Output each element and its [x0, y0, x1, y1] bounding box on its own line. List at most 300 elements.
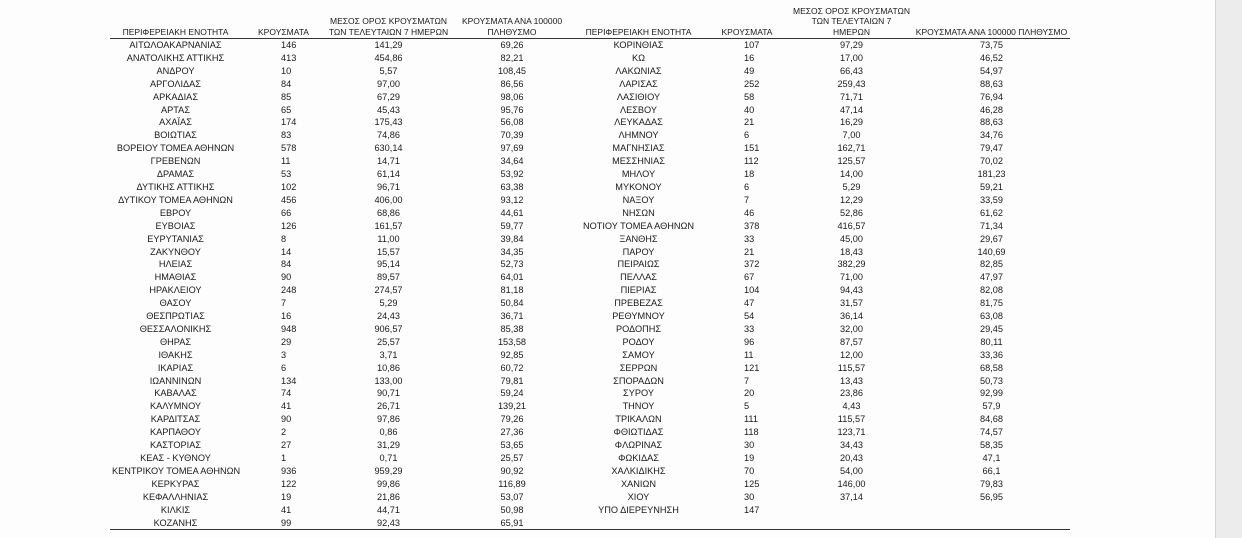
left-rate-cell: 95,76 — [500, 104, 524, 115]
right-cases-cell: 20 — [744, 388, 755, 399]
left-rate-cell: 52,73 — [500, 259, 524, 270]
left-rate-cell: 64,01 — [500, 272, 524, 283]
left-cases-cell: 41 — [281, 504, 292, 515]
left-avg-cell: 61,14 — [377, 169, 400, 180]
left-region-cell: ΑΡΚΑΔΙΑΣ — [152, 91, 198, 102]
left-rate-cell: 97,69 — [500, 143, 524, 154]
right-cases-cell: 11 — [744, 349, 754, 360]
left-avg-cell: 97,86 — [377, 414, 400, 425]
right-cases-cell: 125 — [744, 478, 760, 489]
table-row — [110, 387, 1070, 400]
right-cases-cell: 372 — [744, 259, 760, 270]
left-rate-cell: 63,38 — [500, 181, 524, 192]
right-avg-cell: 71,00 — [840, 272, 863, 283]
table-row — [110, 271, 1070, 284]
right-cases-cell: 70 — [744, 465, 755, 476]
left-cases-cell: 29 — [281, 336, 292, 347]
left-cases-cell: 122 — [281, 478, 297, 489]
right-cases-cell: 40 — [744, 104, 755, 115]
right-avg-cell: 125,57 — [837, 156, 866, 167]
right-region-cell: ΝΑΞΟΥ — [622, 194, 655, 205]
cases-table-wrapper — [110, 0, 1070, 530]
left-cases-cell: 90 — [281, 272, 292, 283]
left-rate-cell: 98,06 — [500, 91, 524, 102]
left-avg-cell: 630,14 — [374, 143, 403, 154]
right-rate-cell: 88,63 — [980, 78, 1003, 89]
right-region-cell: ΜΗΛΟΥ — [621, 169, 656, 180]
left-cases-cell: 83 — [281, 130, 292, 141]
right-rate-cell: 88,63 — [980, 117, 1003, 128]
left-rate-cell: 60,72 — [500, 362, 524, 373]
right-rate-cell: 58,35 — [980, 440, 1003, 451]
right-cases-cell: 21 — [744, 117, 755, 128]
left-region-cell: ΗΡΑΚΛΕΙΟΥ — [149, 285, 202, 296]
left-cases-cell: 1 — [281, 453, 287, 463]
right-avg-cell: 52,86 — [840, 207, 863, 218]
left-rate-cell: 116,89 — [498, 478, 526, 489]
right-rate-cell: 34,76 — [980, 130, 1003, 141]
right-cases-cell: 33 — [744, 323, 755, 334]
right-avg-cell: 31,57 — [840, 298, 863, 309]
left-region-cell: ΚΑΒΑΛΑΣ — [154, 388, 197, 399]
right-rate-cell: 71,34 — [980, 220, 1003, 231]
left-rate-cell: 79,26 — [500, 414, 524, 425]
left-rate-cell: 70,39 — [500, 130, 524, 141]
right-cases-cell: 33 — [744, 233, 755, 244]
right-avg-cell: 123,71 — [837, 427, 866, 438]
right-region-cell: ΦΩΚΙΔΑΣ — [618, 453, 659, 463]
right-avg-cell: 259,43 — [837, 78, 866, 89]
left-cases-cell: 134 — [281, 375, 297, 386]
left-cases-cell: 84 — [281, 259, 292, 270]
left-region-cell: ΗΛΕΙΑΣ — [158, 259, 193, 270]
right-avg-cell: 47,14 — [840, 104, 863, 115]
right-cases-cell: 111 — [744, 414, 758, 425]
right-region-cell: ΧΑΝΙΩΝ — [621, 478, 656, 489]
right-region-cell: ΣΥΡΟΥ — [623, 388, 654, 399]
left-avg-cell: 90,71 — [377, 388, 400, 399]
right-avg-cell: 32,00 — [840, 323, 863, 334]
left-cases-cell: 10 — [281, 65, 292, 76]
right-rate-cell: 74,57 — [980, 427, 1003, 438]
right-rate-cell: 33,36 — [980, 349, 1003, 360]
right-rate-cell: 92,99 — [980, 388, 1003, 399]
header-cases-left: ΚΡΟΥΣΜΑΤΑ — [241, 0, 326, 39]
left-region-cell: ΖΑΚΥΝΘΟΥ — [150, 246, 201, 257]
right-rate-cell: 181,23 — [977, 169, 1006, 180]
left-rate-cell: 59,77 — [500, 220, 524, 231]
table-row — [110, 258, 1070, 271]
left-rate-cell: 65,91 — [451, 517, 573, 530]
right-avg-cell: 97,29 — [840, 40, 863, 50]
left-avg-cell: 67,29 — [377, 91, 400, 102]
left-region-cell: ΑΝΑΤΟΛΙΚΗΣ ΑΤΤΙΚΗΣ — [126, 52, 225, 63]
right-rate-cell: 61,62 — [980, 207, 1003, 218]
table-row — [110, 413, 1070, 426]
left-avg-cell: 11,00 — [377, 233, 400, 244]
left-cases-cell: 90 — [281, 414, 292, 425]
right-avg-cell: 17,00 — [840, 52, 863, 63]
right-cases-cell: 54 — [744, 311, 755, 322]
left-region-cell: ΚΕΦΑΛΛΗΝΙΑΣ — [142, 491, 209, 502]
right-cases-cell: 96 — [744, 336, 755, 347]
table-row — [110, 439, 1070, 452]
left-cases-cell: 66 — [281, 207, 292, 218]
left-cases-cell: 53 — [281, 169, 292, 180]
left-region-cell: ΘΕΣΣΑΛΟΝΙΚΗΣ — [139, 323, 212, 334]
right-avg-cell: 382,29 — [837, 259, 866, 270]
table-row — [110, 39, 1070, 52]
table-row — [110, 233, 1070, 246]
right-cases-cell: 30 — [744, 440, 755, 451]
left-region-cell: ΘΑΣΟΥ — [159, 298, 192, 309]
left-avg-cell: 5,29 — [379, 298, 398, 309]
right-rate-cell: 76,94 — [980, 91, 1003, 102]
right-region-cell: ΧΑΛΚΙΔΙΚΗΣ — [611, 465, 666, 476]
left-rate-cell: 90,92 — [500, 465, 524, 476]
left-avg-cell: 68,86 — [377, 207, 400, 218]
right-avg-cell: 34,43 — [840, 440, 863, 451]
left-region-cell: ΚΕΑΣ - ΚΥΘΝΟΥ — [140, 453, 211, 463]
right-rate-cell: 63,08 — [980, 311, 1003, 322]
left-region-cell: ΔΥΤΙΚΗΣ ΑΤΤΙΚΗΣ — [136, 181, 215, 192]
left-avg-cell: 97,00 — [377, 78, 400, 89]
left-rate-cell: 85,38 — [500, 323, 524, 334]
right-rate-cell: 59,21 — [980, 181, 1003, 192]
right-avg-cell: 5,29 — [842, 181, 861, 192]
left-avg-cell: 31,29 — [377, 440, 400, 451]
left-cases-cell: 102 — [281, 181, 297, 192]
right-region-cell: ΦΘΙΩΤΙΔΑΣ — [613, 427, 664, 438]
left-rate-cell: 82,21 — [500, 52, 524, 63]
left-avg-cell: 21,86 — [377, 491, 400, 502]
right-cases-cell: 49 — [744, 65, 755, 76]
right-rate-cell: 29,67 — [980, 233, 1003, 244]
right-rate-cell: 68,58 — [980, 362, 1003, 373]
left-cases-cell: 146 — [281, 40, 297, 50]
right-region-cell: ΥΠΟ ΔΙΕΡΕΥΝΗΣΗ — [598, 504, 679, 515]
right-cases-cell: 18 — [744, 169, 755, 180]
left-region-cell: ΒΟΡΕΙΟΥ ΤΟΜΕΑ ΑΘΗΝΩΝ — [116, 143, 235, 154]
table-row — [110, 155, 1070, 168]
left-region-cell: ΚΕΡΚΥΡΑΣ — [151, 478, 200, 489]
right-rate-cell: 46,52 — [980, 52, 1003, 63]
left-cases-cell: 578 — [281, 143, 297, 154]
left-cases-cell: 74 — [281, 388, 292, 399]
right-avg-cell: 12,29 — [840, 194, 863, 205]
right-rate-cell: 46,28 — [980, 104, 1003, 115]
left-rate-cell: 25,57 — [500, 453, 524, 463]
right-avg-cell — [790, 517, 913, 530]
right-region-cell: ΞΑΝΘΗΣ — [619, 233, 658, 244]
left-rate-cell: 34,64 — [500, 156, 524, 167]
right-region-cell: ΝΟΤΙΟΥ ΤΟΜΕΑ ΑΘΗΝΩΝ — [582, 220, 695, 231]
right-rate-cell — [913, 504, 1070, 517]
left-cases-cell: 11 — [281, 156, 291, 167]
right-region-cell: ΣΕΡΡΩΝ — [619, 362, 658, 373]
table-row — [110, 375, 1070, 388]
right-region-cell: ΚΩ — [632, 52, 645, 63]
left-rate-cell: 153,58 — [497, 336, 527, 347]
left-avg-cell: 74,86 — [377, 130, 400, 141]
table-row — [110, 336, 1070, 349]
header-rate-left: ΚΡΟΥΣΜΑΤΑ ΑΝΑ 100000 ΠΛΗΘΥΣΜΟ — [451, 0, 573, 39]
right-rate-cell: 81,75 — [980, 298, 1003, 309]
right-rate-cell: 54,97 — [980, 65, 1003, 76]
right-region-cell: ΡΟΔΟΠΗΣ — [615, 323, 662, 334]
header-rate-right: ΚΡΟΥΣΜΑΤΑ ΑΝΑ 100000 ΠΛΗΘΥΣΜΟ — [913, 0, 1070, 39]
table-row — [110, 478, 1070, 491]
left-cases-cell: 936 — [281, 465, 297, 476]
right-avg-cell: 45,00 — [840, 233, 863, 244]
left-rate-cell: 79,81 — [500, 375, 524, 386]
left-rate-cell: 92,85 — [500, 349, 524, 360]
right-cases-cell: 112 — [744, 156, 759, 167]
left-rate-cell: 69,26 — [500, 40, 524, 50]
left-region-cell: ΘΗΡΑΣ — [159, 336, 192, 347]
left-avg-cell: 274,57 — [374, 285, 403, 296]
left-avg-cell: 175,43 — [374, 117, 403, 128]
table-row — [110, 104, 1070, 117]
left-avg-cell: 24,43 — [377, 311, 400, 322]
right-rate-cell: 70,02 — [980, 156, 1003, 167]
left-avg-cell: 44,71 — [377, 504, 400, 515]
left-avg-cell: 406,00 — [374, 194, 403, 205]
right-avg-cell: 13,43 — [840, 375, 863, 386]
left-avg-cell: 906,57 — [374, 323, 403, 334]
left-cases-cell: 2 — [281, 427, 287, 438]
table-row — [110, 323, 1070, 336]
right-avg-cell: 115,57 — [837, 414, 866, 425]
right-avg-cell: 162,71 — [837, 143, 866, 154]
right-region-cell: ΛΑΡΙΣΑΣ — [619, 78, 658, 89]
table-row — [110, 65, 1070, 78]
left-cases-cell: 413 — [281, 52, 297, 63]
left-avg-cell: 454,86 — [374, 52, 403, 63]
table-row — [110, 517, 1070, 530]
right-cases-cell: 30 — [744, 491, 755, 502]
left-cases-cell: 7 — [281, 298, 287, 309]
table-row — [110, 116, 1070, 129]
left-rate-cell: 39,84 — [500, 233, 524, 244]
table-row — [110, 78, 1070, 91]
right-avg-cell: 115,57 — [837, 362, 866, 373]
left-avg-cell: 14,71 — [377, 156, 400, 167]
right-region-cell: ΣΑΜΟΥ — [622, 349, 655, 360]
left-region-cell: ΚΑΣΤΟΡΙΑΣ — [149, 440, 201, 451]
right-region-cell: ΤΗΝΟΥ — [622, 401, 655, 412]
left-avg-cell: 0,86 — [379, 427, 398, 438]
left-cases-cell: 8 — [281, 233, 287, 244]
right-avg-cell: 14,00 — [840, 169, 863, 180]
header-avg-left: ΜΕΣΟΣ ΟΡΟΣ ΚΡΟΥΣΜΑΤΩΝ ΤΩΝ ΤΕΛΕΥΤΑΙΩΝ 7 ΗΜΕΡΩΝ — [326, 0, 451, 39]
right-cases-cell: 6 — [744, 181, 750, 192]
table-row — [110, 349, 1070, 362]
left-rate-cell: 50,84 — [500, 298, 524, 309]
table-row — [110, 452, 1070, 465]
left-cases-cell: 84 — [281, 78, 292, 89]
right-cases-cell: 147 — [744, 504, 760, 515]
left-region-cell: ΑΧΑΪΑΣ — [159, 117, 192, 128]
table-header-row — [110, 0, 1070, 39]
right-region-cell: ΛΑΣΙΘΙΟΥ — [616, 91, 661, 102]
right-avg-cell: 7,00 — [842, 130, 861, 141]
right-avg-cell: 16,29 — [840, 117, 863, 128]
right-rate-cell: 73,75 — [980, 40, 1003, 50]
right-region-cell: ΣΠΟΡΑΔΩΝ — [613, 375, 664, 386]
right-cases-cell: 5 — [744, 401, 750, 412]
right-rate-cell: 66,1 — [982, 465, 1001, 476]
left-rate-cell: 53,92 — [500, 169, 524, 180]
right-cases-cell: 7 — [744, 375, 750, 386]
left-cases-cell: 126 — [281, 220, 297, 231]
window-edge — [1215, 0, 1242, 538]
right-avg-cell: 23,86 — [840, 388, 863, 399]
right-region-cell: ΛΕΥΚΑΔΑΣ — [614, 117, 663, 128]
right-region-cell: ΠΕΛΛΑΣ — [620, 272, 657, 283]
right-cases-cell: 151 — [744, 143, 760, 154]
right-region-cell: ΡΟΔΟΥ — [622, 336, 655, 347]
left-cases-cell: 65 — [281, 104, 292, 115]
right-region-cell: ΛΗΜΝΟΥ — [618, 130, 659, 141]
right-cases-cell: 46 — [744, 207, 755, 218]
table-row — [110, 142, 1070, 155]
right-region-cell: ΜΑΓΝΗΣΙΑΣ — [612, 143, 665, 154]
right-rate-cell: 140,69 — [977, 246, 1006, 257]
right-cases-cell: 7 — [744, 194, 750, 205]
left-avg-cell: 92,43 — [326, 517, 451, 530]
right-avg-cell: 146,00 — [837, 478, 866, 489]
right-rate-cell: 50,73 — [980, 375, 1003, 386]
left-avg-cell: 141,29 — [374, 40, 403, 50]
right-avg-cell: 4,43 — [842, 401, 861, 412]
left-region-cell: ΕΥΒΟΙΑΣ — [155, 220, 196, 231]
left-avg-cell: 89,57 — [377, 272, 400, 283]
header-region-right: ΠΕΡΙΦΕΡΕΙΑΚΗ ΕΝΟΤΗΤΑ — [573, 0, 704, 39]
left-cases-cell: 27 — [281, 440, 292, 451]
table-row — [110, 207, 1070, 220]
right-rate-cell: 33,59 — [980, 194, 1003, 205]
table-row — [110, 297, 1070, 310]
right-avg-cell: 37,14 — [840, 491, 863, 502]
right-rate-cell: 82,85 — [980, 259, 1003, 270]
left-region-cell: ΑΡΤΑΣ — [161, 104, 190, 115]
left-avg-cell: 0,71 — [379, 453, 398, 463]
left-avg-cell: 161,57 — [374, 220, 403, 231]
left-cases-cell: 14 — [281, 246, 292, 257]
header-cases-right: ΚΡΟΥΣΜΑΤΑ — [704, 0, 790, 39]
right-rate-cell: 82,08 — [980, 285, 1003, 296]
left-region-cell: ΑΙΤΩΛΟΑΚΑΡΝΑΝΙΑΣ — [129, 40, 222, 50]
right-region-cell: ΜΕΣΣΗΝΙΑΣ — [612, 156, 665, 167]
table-row — [110, 491, 1070, 504]
left-region-cell: ΔΡΑΜΑΣ — [156, 169, 195, 180]
left-rate-cell: 50,98 — [500, 504, 524, 515]
right-region-cell: ΚΟΡΙΝΘΙΑΣ — [613, 40, 664, 50]
right-avg-cell: 12,00 — [840, 349, 863, 360]
left-rate-cell: 27,36 — [500, 427, 524, 438]
table-row — [110, 246, 1070, 259]
table-row — [110, 310, 1070, 323]
right-cases-cell: 104 — [744, 285, 760, 296]
table-row — [110, 465, 1070, 478]
left-rate-cell: 81,18 — [500, 285, 524, 296]
right-cases-cell: 58 — [744, 91, 755, 102]
left-region-cell: ΙΚΑΡΙΑΣ — [157, 362, 194, 373]
left-region-cell: ΕΥΡΥΤΑΝΙΑΣ — [147, 233, 204, 244]
right-region-cell: ΦΛΩΡΙΝΑΣ — [614, 440, 663, 451]
left-avg-cell: 26,71 — [377, 401, 400, 412]
right-rate-cell — [913, 517, 1070, 530]
left-cases-cell: 16 — [281, 311, 292, 322]
left-region-cell: ΙΩΑΝΝΙΝΩΝ — [149, 375, 202, 386]
header-avg-right: ΜΕΣΟΣ ΟΡΟΣ ΚΡΟΥΣΜΑΤΩΝ ΤΩΝ ΤΕΛΕΥΤΑΙΩΝ 7 ΗΜΕΡΩΝ — [790, 0, 913, 39]
left-region-cell: ΘΕΣΠΡΩΤΙΑΣ — [146, 311, 205, 322]
left-cases-cell: 456 — [281, 194, 297, 205]
left-avg-cell: 15,57 — [377, 246, 400, 257]
left-rate-cell: 53,65 — [500, 440, 524, 451]
right-avg-cell: 66,43 — [840, 65, 863, 76]
left-region-cell: ΑΝΔΡΟΥ — [156, 65, 195, 76]
right-cases-cell: 21 — [744, 246, 755, 257]
left-cases-cell: 85 — [281, 91, 292, 102]
right-cases-cell: 118 — [744, 427, 759, 438]
left-avg-cell: 959,29 — [374, 465, 403, 476]
table-row — [110, 129, 1070, 142]
table-row — [110, 220, 1070, 233]
left-region-cell: ΚΙΛΚΙΣ — [160, 504, 191, 515]
left-region-cell: ΚΑΡΠΑΘΟΥ — [149, 427, 202, 438]
right-region-cell: ΠΕΙΡΑΙΩΣ — [617, 259, 660, 270]
header-region-left: ΠΕΡΙΦΕΡΕΙΑΚΗ ΕΝΟΤΗΤΑ — [110, 0, 241, 39]
right-cases-cell: 16 — [744, 52, 755, 63]
right-rate-cell: 47,97 — [980, 272, 1003, 283]
right-cases-cell: 107 — [744, 40, 760, 50]
right-rate-cell: 80,11 — [980, 336, 1003, 347]
right-cases-cell: 67 — [744, 272, 755, 283]
right-cases-cell: 19 — [744, 453, 755, 463]
right-cases-cell: 378 — [744, 220, 760, 231]
table-row — [110, 194, 1070, 207]
cases-table — [110, 0, 1070, 530]
left-rate-cell: 93,12 — [500, 194, 524, 205]
left-avg-cell: 96,71 — [377, 181, 400, 192]
left-rate-cell: 108,45 — [497, 65, 527, 76]
right-rate-cell: 29,45 — [980, 323, 1003, 334]
table-row — [110, 504, 1070, 517]
left-region-cell: ΑΡΓΟΛΙΔΑΣ — [150, 78, 201, 89]
table-row — [110, 284, 1070, 297]
left-region-cell: ΗΜΑΘΙΑΣ — [154, 272, 197, 283]
right-avg-cell: 36,14 — [840, 311, 863, 322]
right-region-cell: ΠΡΕΒΕΖΑΣ — [614, 298, 663, 309]
right-avg-cell: 416,57 — [837, 220, 866, 231]
table-body — [110, 39, 1070, 530]
left-region-cell: ΔΥΤΙΚΟΥ ΤΟΜΕΑ ΑΘΗΝΩΝ — [118, 194, 233, 205]
right-cases-cell: 47 — [744, 298, 755, 309]
table-row — [110, 91, 1070, 104]
right-region-cell: ΝΗΣΩΝ — [622, 207, 655, 218]
left-cases-cell: 99 — [241, 517, 326, 530]
right-cases-cell — [704, 517, 790, 530]
right-region-cell: ΡΕΘΥΜΝΟΥ — [612, 311, 665, 322]
left-rate-cell: 139,21 — [497, 401, 527, 412]
left-region-cell: ΓΡΕΒΕΝΩΝ — [150, 156, 201, 167]
left-avg-cell: 133,00 — [374, 375, 403, 386]
left-region-cell: ΕΒΡΟΥ — [159, 207, 192, 218]
left-avg-cell: 25,57 — [377, 336, 400, 347]
right-rate-cell: 57,9 — [982, 401, 1001, 412]
